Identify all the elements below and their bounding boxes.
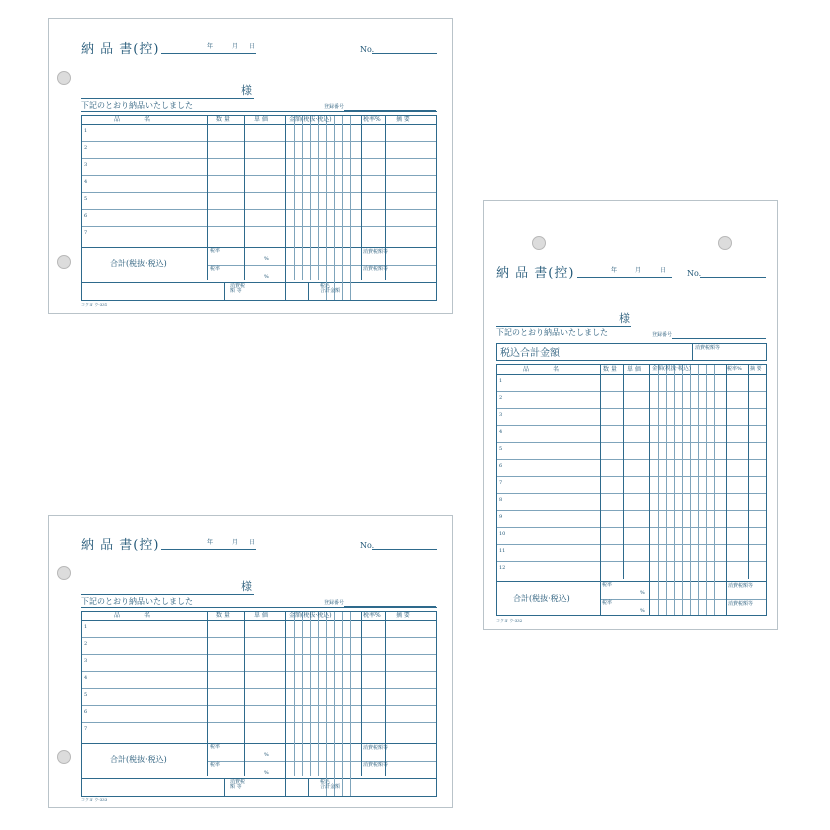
honorific-sama: 様 [619,312,630,325]
row-number: 3 [84,162,88,168]
product-code: コクヨ ウ-332 [496,618,523,623]
form-title: 納 品 書(控) [496,266,575,281]
col-qty-header: 数 量 [603,366,617,373]
percent-label: % [264,770,269,776]
registration-number-label: 登録番号 [652,332,673,338]
tax-amount-label: 消費税額等 [363,266,389,272]
registration-number-label: 登録番号 [324,600,345,606]
col-price-header: 単 価 [254,116,268,123]
day-label: 日 [249,539,256,546]
registration-number-label: 登録番号 [324,104,345,110]
col-item-header: 品 名 [114,116,151,123]
row-number: 7 [499,480,503,486]
col-qty-header: 数 量 [216,116,230,123]
honorific-sama: 様 [241,580,252,593]
row-number: 5 [499,446,503,452]
punch-hole [532,236,546,250]
year-label: 年 [207,539,214,546]
tax-amount-label: 消費税額等 [695,345,721,351]
punch-hole [57,566,71,580]
tax-included-total-box [496,343,767,361]
total-label: 合計(税抜·税込) [110,259,167,268]
row-number: 3 [84,658,88,664]
col-item-header: 品 名 [114,612,151,619]
row-number: 11 [499,548,506,554]
total-label: 合計(税抜·税込) [513,594,570,603]
row-number: 1 [84,624,88,630]
punch-hole [57,71,71,85]
statement-text: 下記のとおり納品いたしました [81,101,193,110]
percent-label: % [640,608,645,614]
row-number: 8 [499,497,503,503]
items-table [496,364,767,616]
number-label: No. [360,45,375,54]
row-number: 5 [84,196,88,202]
row-number: 6 [84,709,88,715]
tax-amount-label: 消費税額等 [363,745,389,751]
col-item-header: 品 名 [523,366,560,373]
tax-included-total-label: 税込合計金額 [500,348,560,359]
row-number: 6 [499,463,503,469]
year-label: 年 [207,43,214,50]
form-title: 納 品 書(控) [81,538,160,553]
percent-label: % [264,752,269,758]
row-number: 4 [84,675,88,681]
delivery-slip-sheet-1 [48,18,453,314]
number-label: No. [360,541,375,550]
statement-text: 下記のとおり納品いたしました [496,328,608,337]
year-label: 年 [611,267,618,274]
col-price-header: 単 価 [627,366,641,373]
row-number: 3 [499,412,503,418]
percent-label: % [264,256,269,262]
row-number: 10 [499,531,506,537]
product-code: コクヨ ウ-333 [81,797,108,802]
row-number: 2 [84,641,88,647]
punch-hole [718,236,732,250]
form-title: 納 品 書(控) [81,42,160,57]
tax-rate-label: 税率 [210,266,221,272]
tax-amount-label: 消費税額等 [728,601,754,607]
row-number: 4 [499,429,503,435]
col-note-header: 摘 要 [396,612,410,619]
consumption-tax-box-label: 消費税 額 等 [230,283,246,294]
consumption-tax-box-label: 消費税 額 等 [230,779,246,790]
month-label: 月 [635,267,642,274]
items-table [81,115,437,301]
row-number: 2 [499,395,503,401]
col-qty-header: 数 量 [216,612,230,619]
row-number: 7 [84,230,88,236]
month-label: 月 [232,539,239,546]
col-price-header: 単 価 [254,612,268,619]
col-rate-header: 税率% [363,116,381,123]
product-code: コクヨ ウ-331 [81,302,108,307]
col-note-header: 摘 要 [396,116,410,123]
delivery-slip-sheet-3 [48,515,453,808]
tax-rate-label: 税率 [210,744,221,750]
punch-hole [57,750,71,764]
col-amount-header: 金額(税抜·税込) [289,612,332,619]
items-table [81,611,437,797]
tax-rate-label: 税率 [602,600,613,606]
tax-amount-label: 消費税額等 [363,249,389,255]
row-number: 1 [84,128,88,134]
row-number: 5 [84,692,88,698]
row-number: 7 [84,726,88,732]
month-label: 月 [232,43,239,50]
grand-total-label: 税込 合計金額 [320,283,341,294]
col-amount-header: 金額(税抜·税込) [289,116,332,123]
row-number: 12 [499,565,506,571]
row-number: 4 [84,179,88,185]
col-amount-header: 金額(税抜·税込) [652,366,692,372]
percent-label: % [640,590,645,596]
percent-label: % [264,274,269,280]
punch-hole [57,255,71,269]
tax-amount-label: 消費税額等 [728,583,754,589]
day-label: 日 [660,267,667,274]
row-number: 1 [499,378,503,384]
row-number: 6 [84,213,88,219]
col-rate-header: 税率% [727,366,742,372]
grand-total-label: 税込 合計金額 [320,779,341,790]
col-note-header: 摘 要 [750,366,762,372]
tax-rate-label: 税率 [210,248,221,254]
total-label: 合計(税抜·税込) [110,755,167,764]
row-number: 9 [499,514,503,520]
tax-rate-label: 税率 [210,762,221,768]
delivery-slip-sheet-2 [483,200,778,630]
tax-rate-label: 税率 [602,582,613,588]
row-number: 2 [84,145,88,151]
day-label: 日 [249,43,256,50]
number-label: No. [687,269,702,278]
tax-amount-label: 消費税額等 [363,762,389,768]
honorific-sama: 様 [241,84,252,97]
statement-text: 下記のとおり納品いたしました [81,597,193,606]
col-rate-header: 税率% [363,612,381,619]
